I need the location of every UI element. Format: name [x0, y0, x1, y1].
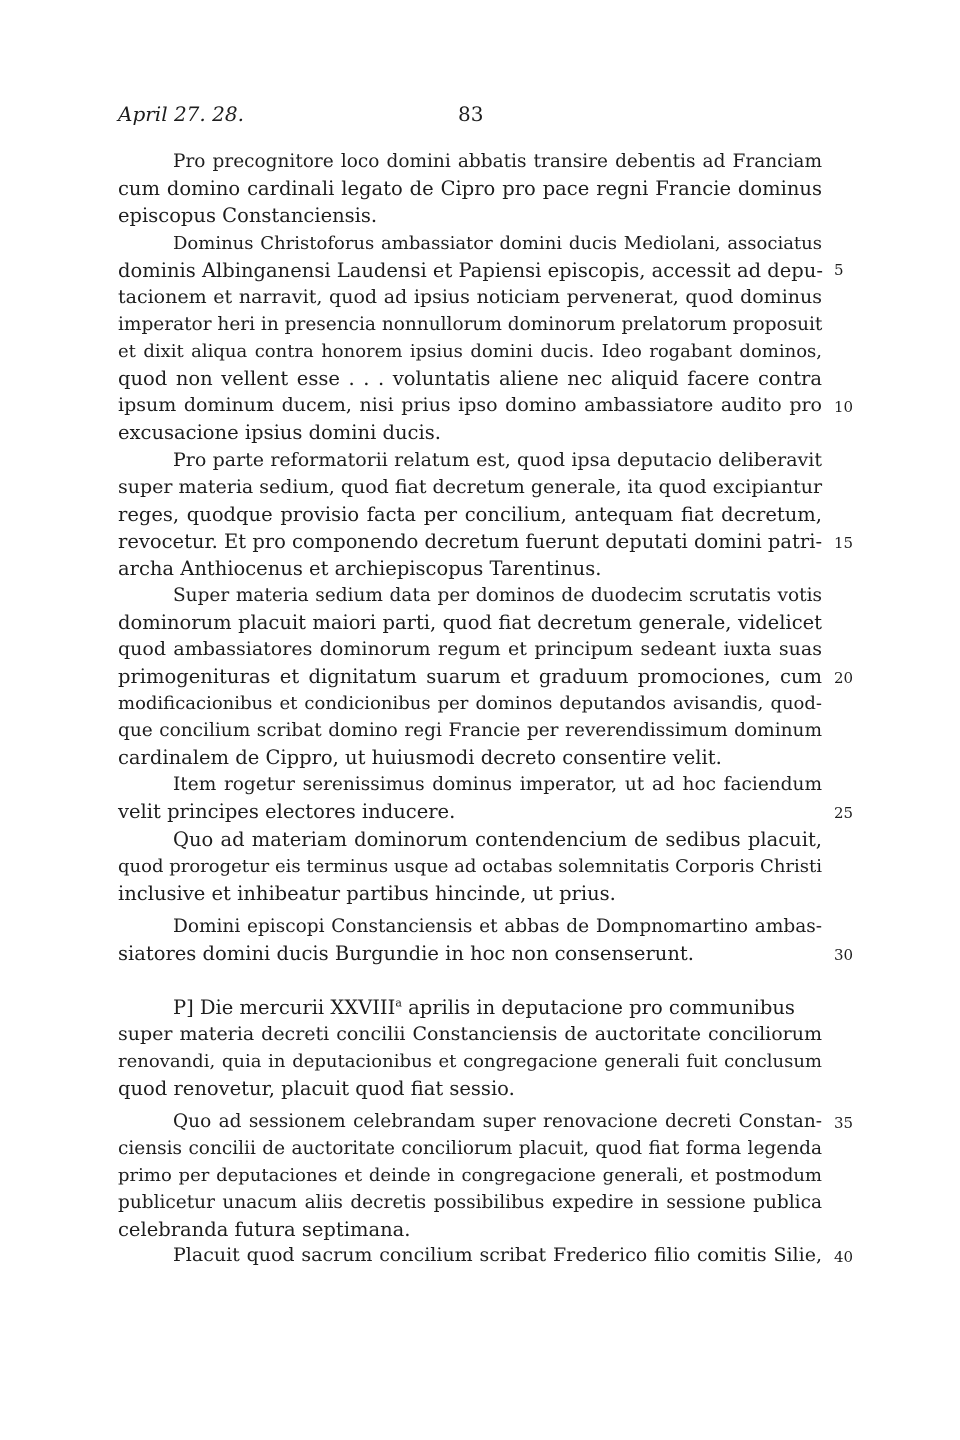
text-line: excusacione ipsius domini ducis.: [118, 421, 441, 444]
text-line: modificacionibus et condicionibus per dominos deputandos avisandis, quod-: [118, 693, 822, 714]
text-line: velit principes electores inducere.: [118, 800, 456, 823]
text-line: quod renovetur, placuit quod fiat sessio.: [118, 1077, 515, 1100]
line-number: 35: [834, 1114, 854, 1132]
line-number: 20: [834, 669, 854, 687]
text-segment: aprilis in deputacione pro communibus: [401, 996, 795, 1019]
text-line: quod non vellent esse . . . voluntatis aliene nec aliquid facere contra: [118, 367, 822, 390]
text-segment: P] Die mercurii XXVIII: [173, 996, 396, 1019]
page-header-date: April 27. 28.: [118, 102, 244, 126]
text-line: primogenituras et dignitatum suarum et graduum promociones, cum: [118, 665, 822, 688]
text-line: Placuit quod sacrum concilium scribat Frederico filio comitis Silie,: [173, 1244, 822, 1266]
text-line: primo per deputaciones et deinde in congregacione generali, et postmodum: [118, 1165, 822, 1186]
text-line: Quo ad materiam dominorum contendencium de sedibus placuit,: [173, 828, 822, 851]
text-line: Pro precognitore loco domini abbatis transire debentis ad Franciam: [173, 151, 822, 172]
text-line: Quo ad sessionem celebrandam super renovacione decreti Constan-: [173, 1111, 822, 1132]
text-line: Domini episcopi Constanciensis et abbas de Dompnomartino ambas-: [173, 916, 822, 937]
text-line: imperator heri in presencia nonnullorum dominorum prelatorum proposuit: [118, 314, 823, 335]
text-line: quod ambassiatores dominorum regum et principum sedeant iuxta suas: [118, 638, 822, 660]
text-line: et dixit aliqua contra honorem ipsius domini ducis. Ideo rogabant dominos,: [118, 341, 822, 362]
text-line: que concilium scribat domino regi Francie per reverendissimum dominum: [118, 720, 822, 741]
text-line: renovandi, quia in deputacionibus et congregacione generali fuit conclusum: [118, 1051, 822, 1072]
text-line: tacionem et narravit, quod ad ipsius noticiam pervenerat, quod dominus: [118, 286, 822, 308]
text-line: super materia decreti concilii Constanciensis de auctoritate conciliorum: [118, 1023, 822, 1045]
text-line: dominorum placuit maiori parti, quod fiat decretum generale, videlicet: [118, 611, 822, 634]
line-number: 15: [834, 534, 854, 552]
text-line: quod prorogetur eis terminus usque ad octabas solemnitatis Corporis Christi: [118, 856, 822, 877]
text-line: archa Anthiocenus et archiepiscopus Tarentinus.: [118, 557, 602, 580]
text-line: ipsum dominum ducem, nisi prius ipso domino ambassiatore audito pro: [118, 394, 822, 416]
text-line: cardinalem de Cippro, ut huiusmodi decreto consentire velit.: [118, 746, 722, 769]
text-line: dominis Albinganensi Laudensi et Papiensi episcopis, accessit ad depu-: [118, 259, 823, 282]
text-line: reges, quodque provisio facta per concilium, antequam fiat decretum,: [118, 503, 822, 526]
text-line: Super materia sedium data per dominos de duodecim scrutatis votis: [173, 585, 822, 606]
text-line: Item rogetur serenissimus dominus imperator, ut ad hoc faciendum: [173, 774, 822, 795]
text-line: ciensis concilii de auctoritate conciliorum placuit, quod fiat forma legenda: [118, 1138, 822, 1159]
text-line: revocetur. Et pro componendo decretum fuerunt deputati domini patri-: [118, 530, 823, 553]
line-number: 30: [834, 946, 854, 964]
text-line: super materia sedium, quod fiat decretum generale, ita quod excipiantur: [118, 476, 823, 498]
page-number: 83: [458, 102, 484, 126]
text-line: publicetur unacum aliis decretis possibilibus expedire in sessione publica: [118, 1192, 822, 1213]
line-number: 25: [834, 804, 854, 822]
text-line: celebranda futura septimana.: [118, 1218, 411, 1241]
line-number: 10: [834, 398, 854, 416]
line-number: 40: [834, 1248, 854, 1266]
superscript: a: [395, 996, 402, 1010]
text-line: episcopus Constanciensis.: [118, 204, 378, 227]
line-number: 5: [834, 261, 844, 279]
text-line: Pro parte reformatorii relatum est, quod ipsa deputacio deliberavit: [173, 449, 822, 471]
text-line: cum domino cardinali legato de Cipro pro pace regni Francie dominus: [118, 177, 822, 200]
text-line: [173, 994, 822, 1021]
text-line: inclusive et inhibeatur partibus hincinde, ut prius.: [118, 882, 616, 905]
text-line: Dominus Christoforus ambassiator domini ducis Mediolani, associatus: [173, 233, 822, 254]
text-line: siatores domini ducis Burgundie in hoc non consenserunt.: [118, 942, 694, 965]
